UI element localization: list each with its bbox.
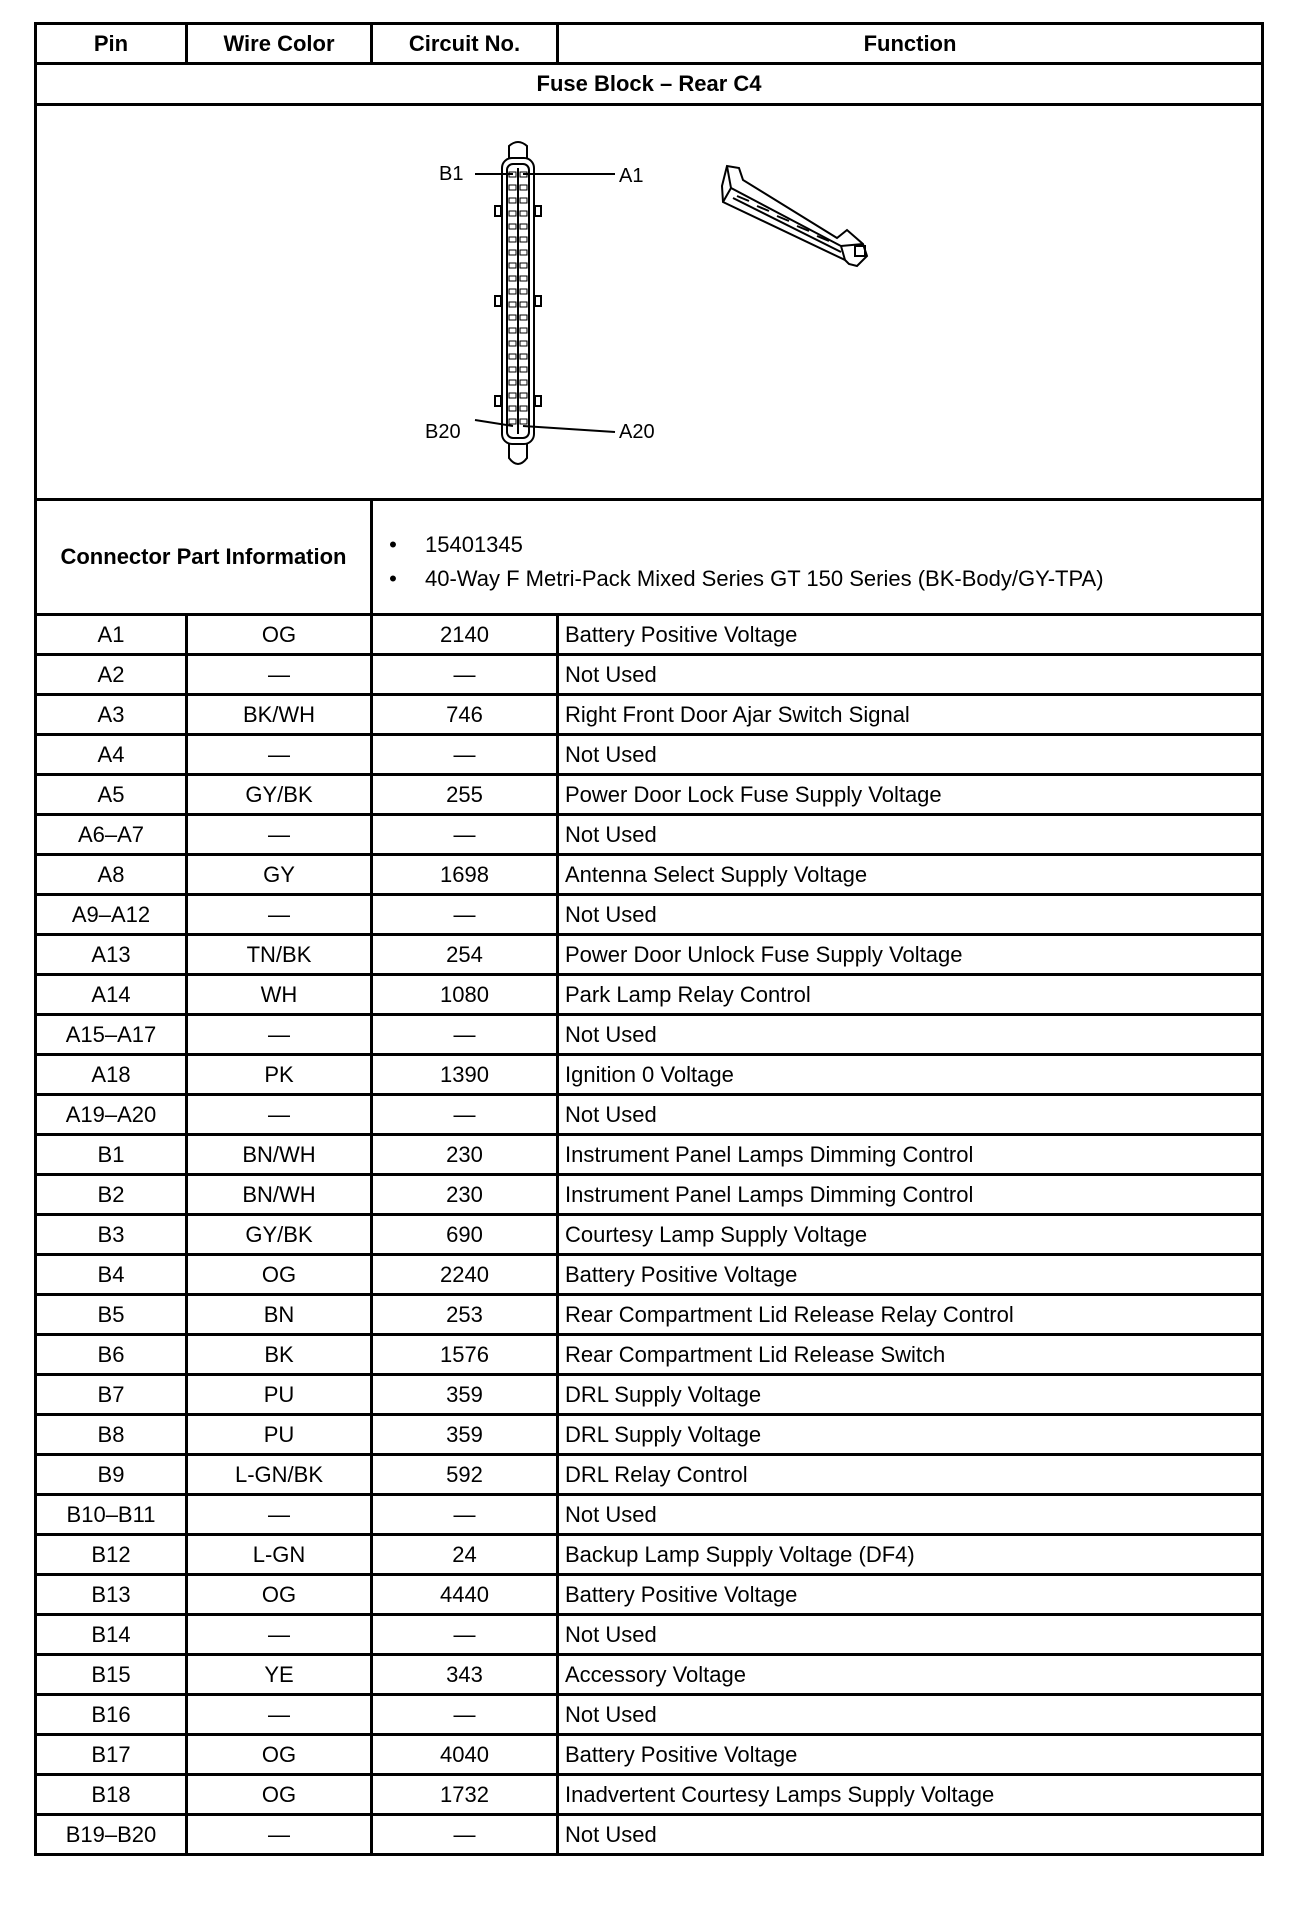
table-row bbox=[36, 1335, 1263, 1375]
table-row bbox=[36, 895, 1263, 935]
connector-face-drawing bbox=[495, 142, 541, 464]
wire-color-cell: — bbox=[187, 1495, 372, 1535]
circuit-number-cell: — bbox=[372, 1495, 558, 1535]
pin-label-a20: A20 bbox=[619, 421, 655, 443]
table-row bbox=[36, 1655, 1263, 1695]
connector-info-row bbox=[36, 500, 1263, 615]
circuit-number-cell: 2140 bbox=[372, 615, 558, 655]
circuit-number-cell: 1698 bbox=[372, 855, 558, 895]
part-number: 15401345 bbox=[425, 532, 523, 557]
wire-color-cell: PU bbox=[187, 1415, 372, 1455]
circuit-number-cell: 690 bbox=[372, 1215, 558, 1255]
connector-table bbox=[34, 22, 1264, 1856]
circuit-number-cell: 359 bbox=[372, 1375, 558, 1415]
function-cell: Ignition 0 Voltage bbox=[558, 1055, 1263, 1095]
circuit-number-cell: 359 bbox=[372, 1415, 558, 1455]
table-row bbox=[36, 855, 1263, 895]
pin-cell: A2 bbox=[36, 655, 187, 695]
pin-cell: B1 bbox=[36, 1135, 187, 1175]
wire-color-cell: BN/WH bbox=[187, 1135, 372, 1175]
function-cell: Battery Positive Voltage bbox=[558, 1575, 1263, 1615]
connector-info-list bbox=[373, 518, 1261, 596]
pin-cell: B19–B20 bbox=[36, 1815, 187, 1855]
wire-color-cell: TN/BK bbox=[187, 935, 372, 975]
function-cell: Not Used bbox=[558, 735, 1263, 775]
pin-cell: B18 bbox=[36, 1775, 187, 1815]
wire-color-cell: BK/WH bbox=[187, 695, 372, 735]
wire-color-cell: GY/BK bbox=[187, 775, 372, 815]
table-row bbox=[36, 1775, 1263, 1815]
connector-info-item bbox=[389, 562, 1261, 596]
circuit-number-cell: — bbox=[372, 1615, 558, 1655]
function-cell: Not Used bbox=[558, 1615, 1263, 1655]
circuit-number-cell: 746 bbox=[372, 695, 558, 735]
pin-cell: A6–A7 bbox=[36, 815, 187, 855]
circuit-number-cell: 1732 bbox=[372, 1775, 558, 1815]
circuit-number-cell: 24 bbox=[372, 1535, 558, 1575]
table-row bbox=[36, 1695, 1263, 1735]
column-header-row bbox=[36, 24, 1263, 64]
diagram-row bbox=[36, 105, 1263, 500]
wire-color-cell: OG bbox=[187, 1775, 372, 1815]
circuit-number-cell: 254 bbox=[372, 935, 558, 975]
function-cell: Antenna Select Supply Voltage bbox=[558, 855, 1263, 895]
function-cell: Courtesy Lamp Supply Voltage bbox=[558, 1215, 1263, 1255]
function-cell: Not Used bbox=[558, 1695, 1263, 1735]
circuit-number-cell: 1390 bbox=[372, 1055, 558, 1095]
function-cell: Rear Compartment Lid Release Relay Control bbox=[558, 1295, 1263, 1335]
table-row bbox=[36, 935, 1263, 975]
function-cell: Not Used bbox=[558, 1815, 1263, 1855]
wire-color-cell: PK bbox=[187, 1055, 372, 1095]
pin-cell: A4 bbox=[36, 735, 187, 775]
function-cell: Inadvertent Courtesy Lamps Supply Voltage bbox=[558, 1775, 1263, 1815]
pin-cell: A18 bbox=[36, 1055, 187, 1095]
connector-sheet bbox=[34, 22, 1261, 1856]
function-cell: Battery Positive Voltage bbox=[558, 1255, 1263, 1295]
pin-cell: B12 bbox=[36, 1535, 187, 1575]
function-cell: Not Used bbox=[558, 815, 1263, 855]
function-cell: Not Used bbox=[558, 895, 1263, 935]
table-row bbox=[36, 1135, 1263, 1175]
table-row bbox=[36, 1055, 1263, 1095]
wire-color-cell: — bbox=[187, 1695, 372, 1735]
function-cell: Not Used bbox=[558, 655, 1263, 695]
circuit-number-cell: 4440 bbox=[372, 1575, 558, 1615]
wire-color-cell: PU bbox=[187, 1375, 372, 1415]
wire-color-cell: — bbox=[187, 1815, 372, 1855]
circuit-number-cell: — bbox=[372, 655, 558, 695]
circuit-number-cell: 230 bbox=[372, 1175, 558, 1215]
wire-color-cell: — bbox=[187, 735, 372, 775]
table-row bbox=[36, 1215, 1263, 1255]
table-row bbox=[36, 735, 1263, 775]
connector-info-label: Connector Part Information bbox=[36, 500, 372, 615]
bullet-marker: • bbox=[389, 532, 397, 557]
pin-label-a1: A1 bbox=[619, 165, 644, 187]
function-cell: DRL Supply Voltage bbox=[558, 1375, 1263, 1415]
table-row bbox=[36, 1455, 1263, 1495]
wire-color-cell: BN bbox=[187, 1295, 372, 1335]
wire-color-cell: L-GN/BK bbox=[187, 1455, 372, 1495]
pin-cell: B7 bbox=[36, 1375, 187, 1415]
function-cell: Accessory Voltage bbox=[558, 1655, 1263, 1695]
pin-label-b20: B20 bbox=[425, 421, 461, 443]
table-row bbox=[36, 1015, 1263, 1055]
function-cell: Battery Positive Voltage bbox=[558, 1735, 1263, 1775]
wire-color-cell: — bbox=[187, 1615, 372, 1655]
wire-color-cell: WH bbox=[187, 975, 372, 1015]
function-cell: Instrument Panel Lamps Dimming Control bbox=[558, 1175, 1263, 1215]
wire-color-cell: OG bbox=[187, 1575, 372, 1615]
function-cell: Instrument Panel Lamps Dimming Control bbox=[558, 1135, 1263, 1175]
pin-cell: A5 bbox=[36, 775, 187, 815]
wire-color-cell: — bbox=[187, 895, 372, 935]
column-header-pin: Pin bbox=[36, 24, 187, 64]
circuit-number-cell: — bbox=[372, 1695, 558, 1735]
function-cell: Not Used bbox=[558, 1095, 1263, 1135]
table-row bbox=[36, 1175, 1263, 1215]
circuit-number-cell: 1576 bbox=[372, 1335, 558, 1375]
wire-color-cell: GY/BK bbox=[187, 1215, 372, 1255]
wire-color-cell: GY bbox=[187, 855, 372, 895]
wire-color-cell: OG bbox=[187, 1735, 372, 1775]
pin-cell: B16 bbox=[36, 1695, 187, 1735]
connector-info-item bbox=[389, 528, 1261, 562]
wire-color-cell: OG bbox=[187, 1255, 372, 1295]
pin-cell: B8 bbox=[36, 1415, 187, 1455]
connector-diagram bbox=[37, 106, 1258, 498]
function-cell: Not Used bbox=[558, 1015, 1263, 1055]
pin-cell: A9–A12 bbox=[36, 895, 187, 935]
table-row bbox=[36, 655, 1263, 695]
circuit-number-cell: — bbox=[372, 1095, 558, 1135]
circuit-number-cell: — bbox=[372, 1015, 558, 1055]
function-cell: DRL Relay Control bbox=[558, 1455, 1263, 1495]
circuit-number-cell: 592 bbox=[372, 1455, 558, 1495]
title-row bbox=[36, 64, 1263, 105]
circuit-number-cell: 253 bbox=[372, 1295, 558, 1335]
pin-cell: A3 bbox=[36, 695, 187, 735]
circuit-number-cell: 230 bbox=[372, 1135, 558, 1175]
table-row bbox=[36, 1255, 1263, 1295]
pin-cell: B6 bbox=[36, 1335, 187, 1375]
wire-color-cell: L-GN bbox=[187, 1535, 372, 1575]
pin-cell: B14 bbox=[36, 1615, 187, 1655]
table-row bbox=[36, 1095, 1263, 1135]
connector-info-cell bbox=[372, 500, 1263, 615]
wire-color-cell: BN/WH bbox=[187, 1175, 372, 1215]
function-cell: Rear Compartment Lid Release Switch bbox=[558, 1335, 1263, 1375]
circuit-number-cell: — bbox=[372, 895, 558, 935]
function-cell: Battery Positive Voltage bbox=[558, 615, 1263, 655]
pin-cell: B17 bbox=[36, 1735, 187, 1775]
wire-color-cell: — bbox=[187, 815, 372, 855]
table-row bbox=[36, 1815, 1263, 1855]
table-row bbox=[36, 815, 1263, 855]
circuit-number-cell: — bbox=[372, 1815, 558, 1855]
table-row bbox=[36, 1375, 1263, 1415]
pin-cell: B9 bbox=[36, 1455, 187, 1495]
wire-color-cell: — bbox=[187, 655, 372, 695]
circuit-number-cell: 4040 bbox=[372, 1735, 558, 1775]
pin-cell: B3 bbox=[36, 1215, 187, 1255]
page-title: Fuse Block – Rear C4 bbox=[36, 64, 1263, 105]
pin-cell: B13 bbox=[36, 1575, 187, 1615]
function-cell: Right Front Door Ajar Switch Signal bbox=[558, 695, 1263, 735]
table-row bbox=[36, 1615, 1263, 1655]
function-cell: Backup Lamp Supply Voltage (DF4) bbox=[558, 1535, 1263, 1575]
pin-cell: A13 bbox=[36, 935, 187, 975]
pin-cell: B4 bbox=[36, 1255, 187, 1295]
table-row bbox=[36, 775, 1263, 815]
circuit-number-cell: — bbox=[372, 815, 558, 855]
column-header-circuit-no: Circuit No. bbox=[372, 24, 558, 64]
table-row bbox=[36, 1535, 1263, 1575]
table-row bbox=[36, 1295, 1263, 1335]
pin-cell: B5 bbox=[36, 1295, 187, 1335]
circuit-number-cell: — bbox=[372, 735, 558, 775]
function-cell: Power Door Lock Fuse Supply Voltage bbox=[558, 775, 1263, 815]
wire-color-cell: — bbox=[187, 1015, 372, 1055]
wire-color-cell: OG bbox=[187, 615, 372, 655]
table-row bbox=[36, 615, 1263, 655]
pin-cell: B10–B11 bbox=[36, 1495, 187, 1535]
bullet-marker: • bbox=[389, 566, 397, 591]
table-row bbox=[36, 1495, 1263, 1535]
pin-cell: A1 bbox=[36, 615, 187, 655]
pin-cell: A19–A20 bbox=[36, 1095, 187, 1135]
circuit-number-cell: 343 bbox=[372, 1655, 558, 1695]
table-row bbox=[36, 1415, 1263, 1455]
connector-diagram-cell bbox=[36, 105, 1263, 500]
function-cell: Park Lamp Relay Control bbox=[558, 975, 1263, 1015]
pin-cell: A15–A17 bbox=[36, 1015, 187, 1055]
pin-cell: B15 bbox=[36, 1655, 187, 1695]
wire-color-cell: — bbox=[187, 1095, 372, 1135]
column-header-wire-color: Wire Color bbox=[187, 24, 372, 64]
function-cell: Power Door Unlock Fuse Supply Voltage bbox=[558, 935, 1263, 975]
table-row bbox=[36, 695, 1263, 735]
connector-description: 40-Way F Metri-Pack Mixed Series GT 150 Series (BK-Body/GY-TPA) bbox=[425, 566, 1104, 591]
circuit-number-cell: 2240 bbox=[372, 1255, 558, 1295]
function-cell: DRL Supply Voltage bbox=[558, 1415, 1263, 1455]
pin-cell: A8 bbox=[36, 855, 187, 895]
table-row bbox=[36, 1575, 1263, 1615]
table-row bbox=[36, 1735, 1263, 1775]
pin-cell: B2 bbox=[36, 1175, 187, 1215]
column-header-function: Function bbox=[558, 24, 1263, 64]
pin-label-b1: B1 bbox=[439, 163, 464, 185]
table-row bbox=[36, 975, 1263, 1015]
circuit-number-cell: 1080 bbox=[372, 975, 558, 1015]
pin-cell: A14 bbox=[36, 975, 187, 1015]
connector-isometric-drawing bbox=[722, 166, 867, 266]
wire-color-cell: YE bbox=[187, 1655, 372, 1695]
pin-table-body bbox=[36, 615, 1263, 1855]
function-cell: Not Used bbox=[558, 1495, 1263, 1535]
wire-color-cell: BK bbox=[187, 1335, 372, 1375]
circuit-number-cell: 255 bbox=[372, 775, 558, 815]
